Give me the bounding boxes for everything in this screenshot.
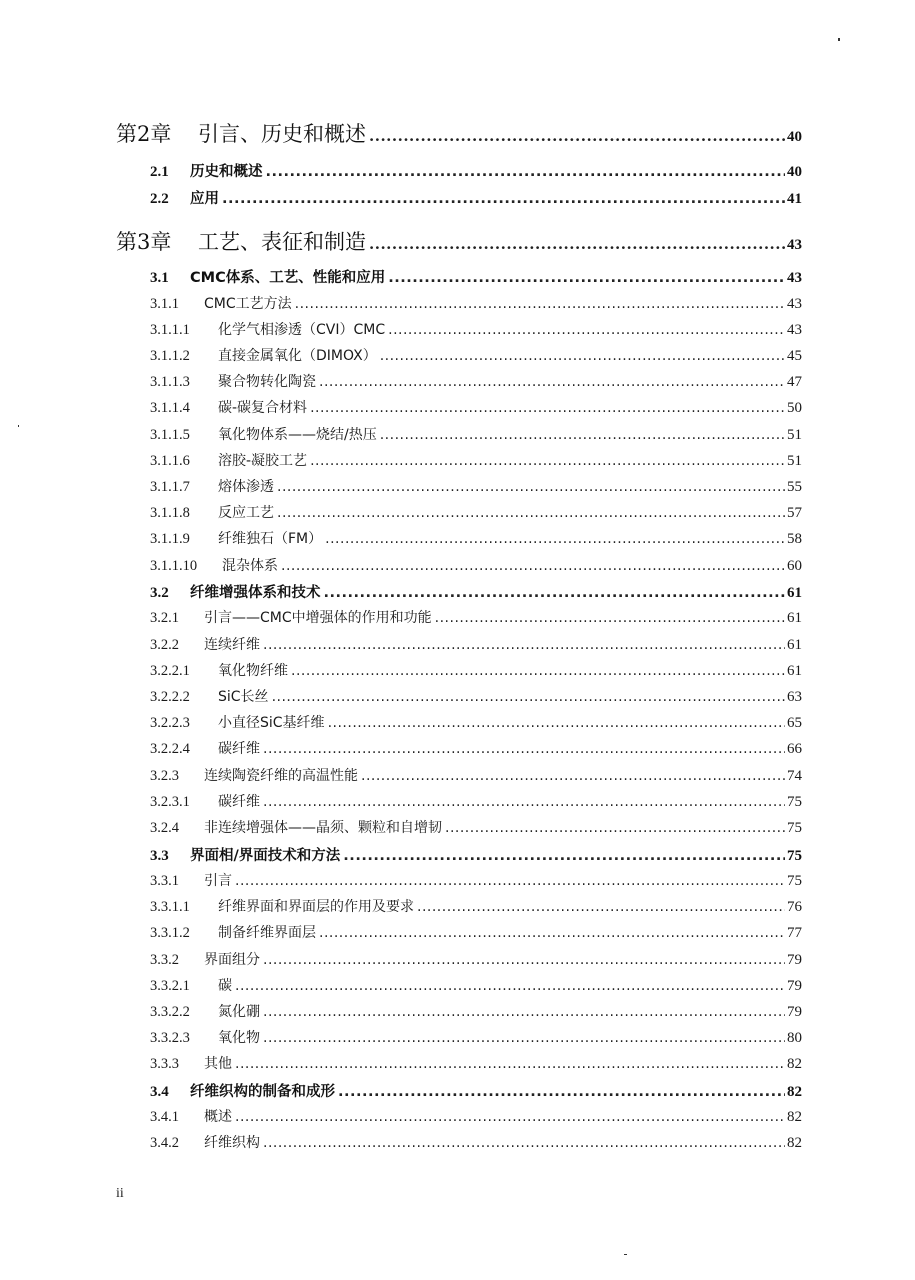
toc-entry-number: 3.2.3.1 xyxy=(150,794,190,810)
toc-entry-page: 40 xyxy=(787,129,802,145)
dot-leader xyxy=(435,610,785,626)
dot-leader xyxy=(325,531,785,547)
toc-entry-page: 75 xyxy=(787,848,802,864)
toc-entry-number: 3.3.2.3 xyxy=(150,1030,190,1046)
toc-entry-title: 工艺、表征和制造 xyxy=(198,230,366,254)
dot-leader xyxy=(388,322,785,338)
dot-leader xyxy=(445,820,785,836)
toc-entry-title: 碳纤维 xyxy=(218,794,260,810)
toc-entry-title: 纤维界面和界面层的作用及要求 xyxy=(218,899,414,915)
toc-entry-title: CMC工艺方法 xyxy=(204,296,292,312)
toc-entry-title: 氧化物纤维 xyxy=(218,663,288,679)
dot-leader xyxy=(380,427,785,443)
dot-leader xyxy=(263,1135,785,1151)
toc-entry-number: 3.2.2.1 xyxy=(150,663,190,679)
toc-entry xyxy=(150,1027,802,1047)
dot-leader xyxy=(281,558,785,574)
toc-entry-title: 混杂体系 xyxy=(222,558,278,574)
dot-leader xyxy=(263,741,785,757)
toc-entry-title: 其他 xyxy=(204,1056,232,1072)
toc-entry-number: 3.1.1.10 xyxy=(150,558,198,574)
toc-entry-title: 应用 xyxy=(190,191,219,207)
toc-entry xyxy=(150,896,802,916)
toc-entry-page: 65 xyxy=(787,715,802,731)
toc-entry-title: 纤维织构 xyxy=(204,1135,260,1151)
toc-entry-number: 3.3.1 xyxy=(150,873,179,889)
toc-entry xyxy=(150,293,802,313)
toc-entry xyxy=(150,975,802,995)
toc-entry-number: 3.3.3 xyxy=(150,1056,179,1072)
scan-speck xyxy=(624,1254,627,1255)
toc-entry-page: 43 xyxy=(787,322,802,338)
toc-entry-page: 60 xyxy=(787,558,802,574)
toc-entry-number: 3.2.2.3 xyxy=(150,715,190,731)
toc-entry xyxy=(150,870,802,890)
dot-leader xyxy=(338,1084,785,1100)
toc-entry xyxy=(150,634,802,654)
toc-entry-number: 3.1.1.9 xyxy=(150,531,190,547)
toc-entry-title: 连续陶瓷纤维的高温性能 xyxy=(204,768,358,784)
toc-entry-title: 连续纤维 xyxy=(204,637,260,653)
toc-entry-number: 3.2 xyxy=(150,585,169,601)
toc-entry-title: 碳-碳复合材料 xyxy=(218,400,308,416)
toc-entry-page: 75 xyxy=(787,873,802,889)
toc-entry xyxy=(116,226,802,256)
toc-entry-title: 氧化物体系——烧结/热压 xyxy=(218,427,377,443)
toc-entry-page: 82 xyxy=(787,1084,802,1100)
toc-entry-page: 51 xyxy=(787,453,802,469)
toc-entry-title: 纤维独石（FM） xyxy=(218,531,323,547)
toc-entry-number: 3.2.1 xyxy=(150,610,179,626)
toc-entry xyxy=(150,266,802,287)
toc-entry xyxy=(150,1001,802,1021)
dot-leader xyxy=(263,1004,785,1020)
toc-entry-title: CMC体系、工艺、性能和应用 xyxy=(190,270,386,286)
toc-entry xyxy=(150,949,802,969)
scan-speck xyxy=(18,425,19,427)
dot-leader xyxy=(388,270,785,286)
dot-leader xyxy=(295,296,785,312)
toc-entry xyxy=(150,371,802,391)
toc-entry-number: 3.1.1 xyxy=(150,296,179,312)
toc-entry xyxy=(150,476,802,496)
toc-entry xyxy=(150,1106,802,1126)
toc-entry-page: 82 xyxy=(787,1109,802,1125)
toc-entry xyxy=(150,581,802,602)
toc-entry-page: 61 xyxy=(787,585,802,601)
dot-leader xyxy=(277,505,785,521)
toc-entry-title: 历史和概述 xyxy=(190,164,263,180)
toc-entry xyxy=(150,397,802,417)
dot-leader xyxy=(343,848,785,864)
toc-entry-page: 79 xyxy=(787,978,802,994)
toc-entry xyxy=(150,528,802,548)
dot-leader xyxy=(263,637,785,653)
toc-entry-number: 3.2.2 xyxy=(150,637,179,653)
dot-leader xyxy=(266,164,786,180)
toc-entry xyxy=(150,319,802,339)
toc-entry-title: 引言、历史和概述 xyxy=(198,122,366,146)
toc-entry xyxy=(150,712,802,732)
toc-entry-title: 纤维织构的制备和成形 xyxy=(190,1084,335,1100)
dot-leader xyxy=(380,348,785,364)
toc-entry-page: 75 xyxy=(787,794,802,810)
toc-entry-title: 概述 xyxy=(204,1109,232,1125)
toc-entry-title: 氮化硼 xyxy=(218,1004,260,1020)
toc-entry-title: 界面相/界面技术和方法 xyxy=(190,848,341,864)
toc-entry-page: 40 xyxy=(787,164,802,180)
dot-leader xyxy=(369,127,785,145)
toc-entry xyxy=(150,187,802,208)
dot-leader xyxy=(328,715,785,731)
toc-entry xyxy=(150,1080,802,1101)
dot-leader xyxy=(310,400,785,416)
toc-entry-page: 79 xyxy=(787,952,802,968)
toc-entry-page: 74 xyxy=(787,768,802,784)
toc-entry-page: 43 xyxy=(787,296,802,312)
toc-entry-title: 熔体渗透 xyxy=(218,479,274,495)
toc-entry-title: 引言 xyxy=(204,873,232,889)
dot-leader xyxy=(235,1056,785,1072)
dot-leader xyxy=(263,952,785,968)
toc-entry xyxy=(150,607,802,627)
toc-entry-page: 58 xyxy=(787,531,802,547)
toc-entry xyxy=(150,686,802,706)
dot-leader xyxy=(319,374,785,390)
toc-entry-number: 第2章 xyxy=(116,122,172,146)
toc-entry-number: 3.2.3 xyxy=(150,768,179,784)
toc-entry-title: 纤维增强体系和技术 xyxy=(190,585,321,601)
toc-entry xyxy=(150,791,802,811)
toc-entry-number: 3.3.2.2 xyxy=(150,1004,190,1020)
toc-entry-page: 61 xyxy=(787,663,802,679)
toc-entry-title: 制备纤维界面层 xyxy=(218,925,316,941)
toc-entry-number: 2.2 xyxy=(150,191,169,207)
toc-entry xyxy=(150,844,802,865)
toc-entry-number: 3.1.1.2 xyxy=(150,348,190,364)
toc-entry-title: 氧化物 xyxy=(218,1030,260,1046)
dot-leader xyxy=(222,191,785,207)
toc-entry-title: 反应工艺 xyxy=(218,505,274,521)
dot-leader xyxy=(417,899,785,915)
toc-entry-number: 3.2.4 xyxy=(150,820,179,836)
toc-entry-number: 3.3.1.2 xyxy=(150,925,190,941)
toc-entry xyxy=(150,424,802,444)
toc-entry-title: SiC长丝 xyxy=(218,689,269,705)
toc-entry-page: 55 xyxy=(787,479,802,495)
toc-entry-title: 化学气相渗透（CVI）CMC xyxy=(218,322,386,338)
dot-leader xyxy=(310,453,785,469)
dot-leader xyxy=(235,873,785,889)
toc-entry-title: 小直径SiC基纤维 xyxy=(218,715,325,731)
toc-entry-title: 碳 xyxy=(218,978,232,994)
toc-entry-title: 溶胶-凝胶工艺 xyxy=(218,453,308,469)
toc-entry xyxy=(150,160,802,181)
toc-entry-page: 75 xyxy=(787,820,802,836)
dot-leader xyxy=(277,479,785,495)
toc-entry-title: 聚合物转化陶瓷 xyxy=(218,374,316,390)
toc-entry xyxy=(150,345,802,365)
dot-leader xyxy=(361,768,785,784)
toc-entry-number: 3.1.1.8 xyxy=(150,505,190,521)
toc-entry-number: 3.3 xyxy=(150,848,169,864)
toc-entry-number: 3.4.1 xyxy=(150,1109,179,1125)
dot-leader xyxy=(235,978,785,994)
toc-entry-title: 界面组分 xyxy=(204,952,260,968)
toc-entry-page: 82 xyxy=(787,1135,802,1151)
toc-entry-page: 61 xyxy=(787,637,802,653)
toc-entry xyxy=(150,502,802,522)
dot-leader xyxy=(263,794,785,810)
toc-entry xyxy=(150,450,802,470)
toc-entry-number: 3.1.1.7 xyxy=(150,479,190,495)
toc-entry-page: 80 xyxy=(787,1030,802,1046)
toc-entry-number: 3.1.1.4 xyxy=(150,400,190,416)
toc-entry-page: 51 xyxy=(787,427,802,443)
toc-entry-page: 82 xyxy=(787,1056,802,1072)
toc-entry-number: 3.4.2 xyxy=(150,1135,179,1151)
toc-entry-number: 2.1 xyxy=(150,164,169,180)
toc-entry xyxy=(150,738,802,758)
toc-entry-page: 43 xyxy=(787,270,802,286)
toc-entry-number: 3.4 xyxy=(150,1084,169,1100)
toc-entry-page: 77 xyxy=(787,925,802,941)
toc-entry-number: 3.2.2.4 xyxy=(150,741,190,757)
toc-entry-page: 45 xyxy=(787,348,802,364)
toc-entry xyxy=(150,765,802,785)
toc-entry-title: 直接金属氧化（DIMOX） xyxy=(218,348,377,364)
toc-entry-page: 61 xyxy=(787,610,802,626)
toc-entry-number: 3.1.1.3 xyxy=(150,374,190,390)
toc-entry xyxy=(150,1053,802,1073)
toc-entry-title: 引言——CMC中增强体的作用和功能 xyxy=(204,610,432,626)
toc-entry-page: 66 xyxy=(787,741,802,757)
toc-entry-number: 3.2.2.2 xyxy=(150,689,190,705)
toc-entry-number: 3.3.2.1 xyxy=(150,978,190,994)
toc-entry-page: 43 xyxy=(787,237,802,253)
dot-leader xyxy=(319,925,785,941)
toc-entry-number: 3.1 xyxy=(150,270,169,286)
dot-leader xyxy=(235,1109,785,1125)
dot-leader xyxy=(291,663,785,679)
toc-entry-number: 3.1.1.5 xyxy=(150,427,190,443)
dot-leader xyxy=(369,235,785,253)
toc-entry-number: 3.1.1.1 xyxy=(150,322,190,338)
toc-entry-number: 3.3.1.1 xyxy=(150,899,190,915)
toc-entry-page: 50 xyxy=(787,400,802,416)
toc-entry xyxy=(150,660,802,680)
dot-leader xyxy=(272,689,785,705)
page-number: ii xyxy=(116,1186,124,1201)
toc-entry-title: 非连续增强体——晶须、颗粒和自增韧 xyxy=(204,820,442,836)
toc-entry-page: 41 xyxy=(787,191,802,207)
toc-entry-page: 47 xyxy=(787,374,802,390)
toc-entry xyxy=(150,1132,802,1152)
toc-entry-page: 76 xyxy=(787,899,802,915)
toc-entry-number: 3.3.2 xyxy=(150,952,179,968)
toc-entry xyxy=(150,817,802,837)
toc-entry-page: 57 xyxy=(787,505,802,521)
toc-entry xyxy=(116,118,802,148)
toc-entry-title: 碳纤维 xyxy=(218,741,260,757)
toc-entry xyxy=(150,922,802,942)
toc-entry-page: 63 xyxy=(787,689,802,705)
toc-entry xyxy=(150,555,802,575)
toc-entry-page: 79 xyxy=(787,1004,802,1020)
dot-leader xyxy=(324,585,786,601)
toc-entry-number: 3.1.1.6 xyxy=(150,453,190,469)
scan-speck xyxy=(838,38,840,41)
toc-entry-number: 第3章 xyxy=(116,230,172,254)
dot-leader xyxy=(263,1030,785,1046)
